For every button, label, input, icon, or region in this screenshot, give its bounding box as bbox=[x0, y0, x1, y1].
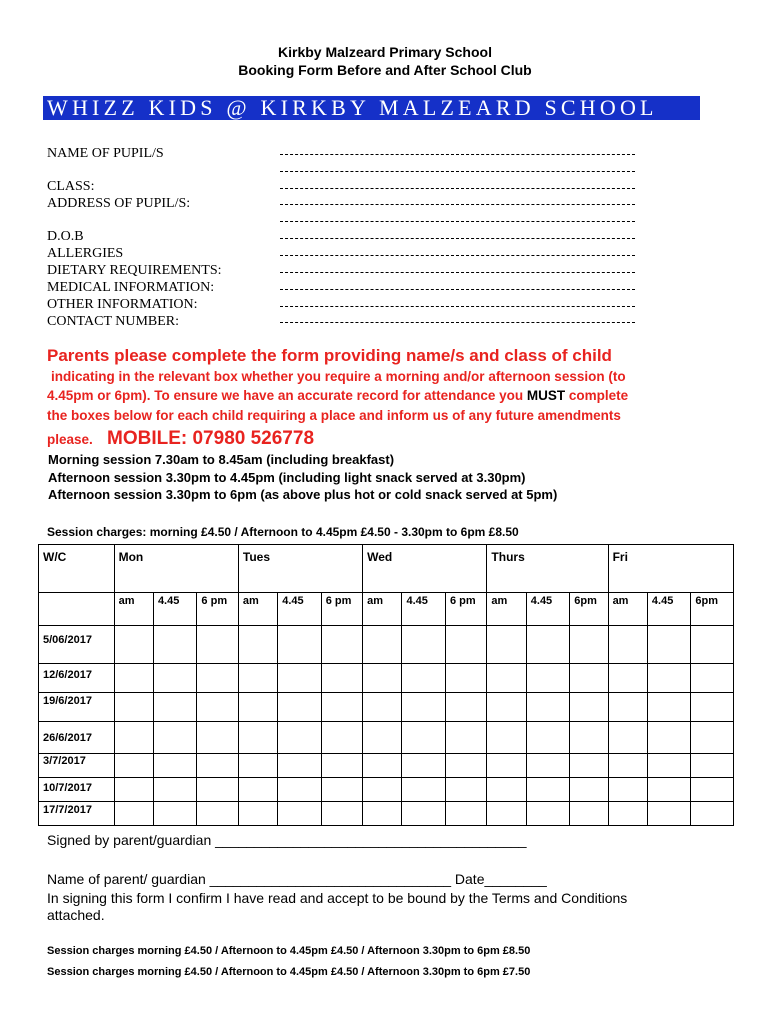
week-date: 5/06/2017 bbox=[39, 626, 115, 664]
table-row bbox=[39, 626, 734, 664]
instructions-line-2 bbox=[47, 388, 628, 403]
booking-cell[interactable] bbox=[114, 802, 153, 826]
consent-statement: In signing this form I confirm I have read and accept to be bound by the Terms and Conditions bbox=[47, 890, 628, 906]
booking-cell[interactable] bbox=[487, 693, 526, 722]
booking-cell[interactable] bbox=[608, 626, 647, 664]
school-name: Kirkby Malzeard Primary School bbox=[278, 44, 492, 60]
signed-by-line[interactable]: Signed by parent/guardian ________________________________________ bbox=[47, 832, 527, 848]
booking-cell[interactable] bbox=[526, 754, 569, 778]
session-charges-footer-2: Session charges morning £4.50 / Afternoon to 4.45pm £4.50 / Afternoon 3.30pm to 6pm £7.50 bbox=[47, 966, 531, 978]
fill-line[interactable] bbox=[280, 221, 635, 222]
week-date: 12/6/2017 bbox=[39, 664, 115, 693]
session-charges-footer-1: Session charges morning £4.50 / Afternoon to 4.45pm £4.50 / Afternoon 3.30pm to 6pm £8.50 bbox=[47, 945, 531, 957]
booking-cell[interactable] bbox=[321, 802, 362, 826]
field-label-address: ADDRESS OF PUPIL/S: bbox=[47, 196, 191, 211]
session-header: am bbox=[487, 593, 526, 626]
field-label-name: NAME OF PUPIL/S bbox=[47, 146, 164, 161]
instructions-line-1: indicating in the relevant box whether you require a morning and/or afternoon session (to bbox=[51, 369, 626, 384]
booking-cell[interactable] bbox=[608, 693, 647, 722]
booking-cell[interactable] bbox=[278, 802, 321, 826]
booking-cell[interactable] bbox=[153, 693, 196, 722]
session-header: 6 pm bbox=[197, 593, 238, 626]
booking-cell[interactable] bbox=[363, 626, 402, 664]
booking-cell[interactable] bbox=[402, 778, 445, 802]
session-header: 4.45 bbox=[402, 593, 445, 626]
booking-cell[interactable] bbox=[647, 754, 690, 778]
booking-cell[interactable] bbox=[487, 664, 526, 693]
booking-cell[interactable] bbox=[278, 664, 321, 693]
booking-cell[interactable] bbox=[153, 626, 196, 664]
session-header: am bbox=[238, 593, 277, 626]
day-header-mon: Mon bbox=[114, 545, 238, 593]
table-header-row bbox=[39, 545, 734, 593]
booking-cell[interactable] bbox=[487, 626, 526, 664]
day-header-thurs: Thurs bbox=[487, 545, 608, 593]
booking-cell[interactable] bbox=[114, 778, 153, 802]
instructions-please: please. bbox=[47, 432, 93, 447]
day-header-wed: Wed bbox=[363, 545, 487, 593]
booking-cell[interactable] bbox=[570, 693, 608, 722]
booking-cell[interactable] bbox=[114, 722, 153, 754]
fill-line[interactable] bbox=[280, 154, 635, 155]
field-label-other: OTHER INFORMATION: bbox=[47, 297, 198, 312]
week-date: 17/7/2017 bbox=[39, 802, 115, 826]
field-label-allergies: ALLERGIES bbox=[47, 246, 124, 261]
booking-cell[interactable] bbox=[608, 778, 647, 802]
booking-cell[interactable] bbox=[114, 626, 153, 664]
booking-cell[interactable] bbox=[114, 693, 153, 722]
fill-line[interactable] bbox=[280, 171, 635, 172]
booking-cell[interactable] bbox=[445, 722, 486, 754]
fill-line[interactable] bbox=[280, 306, 635, 307]
booking-cell[interactable] bbox=[570, 754, 608, 778]
session-header: am bbox=[363, 593, 402, 626]
booking-cell[interactable] bbox=[608, 754, 647, 778]
booking-cell[interactable] bbox=[526, 778, 569, 802]
session-header: am bbox=[608, 593, 647, 626]
booking-cell[interactable] bbox=[691, 664, 734, 693]
session-header: 4.45 bbox=[153, 593, 196, 626]
booking-cell[interactable] bbox=[197, 626, 238, 664]
field-label-dob: D.O.B bbox=[47, 229, 84, 244]
booking-cell[interactable] bbox=[197, 693, 238, 722]
booking-cell[interactable] bbox=[691, 778, 734, 802]
parent-name-date-line[interactable]: Name of parent/ guardian _______________________________ Date________ bbox=[47, 871, 547, 887]
booking-cell[interactable] bbox=[363, 722, 402, 754]
booking-cell[interactable] bbox=[608, 664, 647, 693]
booking-cell[interactable] bbox=[691, 802, 734, 826]
session-header: 6 pm bbox=[445, 593, 486, 626]
booking-cell[interactable] bbox=[691, 754, 734, 778]
booking-cell[interactable] bbox=[238, 754, 277, 778]
fill-line[interactable] bbox=[280, 238, 635, 239]
table-row bbox=[39, 754, 734, 778]
booking-cell[interactable] bbox=[153, 778, 196, 802]
week-date: 3/7/2017 bbox=[39, 754, 115, 778]
fill-line[interactable] bbox=[280, 272, 635, 273]
booking-cell[interactable] bbox=[321, 664, 362, 693]
booking-cell[interactable] bbox=[445, 778, 486, 802]
booking-cell[interactable] bbox=[445, 802, 486, 826]
booking-cell[interactable] bbox=[487, 722, 526, 754]
booking-cell[interactable] bbox=[570, 802, 608, 826]
club-banner bbox=[43, 96, 700, 120]
form-title: Booking Form Before and After School Club bbox=[238, 62, 532, 78]
booking-cell[interactable] bbox=[526, 693, 569, 722]
booking-cell[interactable] bbox=[321, 626, 362, 664]
day-header-tues: Tues bbox=[238, 545, 362, 593]
table-row bbox=[39, 778, 734, 802]
booking-table bbox=[38, 544, 734, 826]
booking-cell[interactable] bbox=[363, 778, 402, 802]
booking-cell[interactable] bbox=[487, 754, 526, 778]
booking-cell[interactable] bbox=[570, 626, 608, 664]
instructions-line-2-start: 4.45pm or 6pm). To ensure we have an accurate record for attendance you bbox=[47, 388, 527, 403]
session-header: 6pm bbox=[691, 593, 734, 626]
booking-cell[interactable] bbox=[238, 802, 277, 826]
booking-cell[interactable] bbox=[197, 754, 238, 778]
booking-cell[interactable] bbox=[526, 626, 569, 664]
booking-cell[interactable] bbox=[647, 722, 690, 754]
booking-cell[interactable] bbox=[570, 722, 608, 754]
booking-cell[interactable] bbox=[402, 626, 445, 664]
table-row bbox=[39, 802, 734, 826]
instructions-heading: Parents please complete the form providing name/s and class of child bbox=[47, 346, 612, 365]
booking-cell[interactable] bbox=[321, 722, 362, 754]
booking-cell[interactable] bbox=[647, 693, 690, 722]
week-date: 10/7/2017 bbox=[39, 778, 115, 802]
consent-statement-end: attached. bbox=[47, 907, 105, 923]
booking-cell[interactable] bbox=[647, 664, 690, 693]
fill-line[interactable] bbox=[280, 255, 635, 256]
booking-cell[interactable] bbox=[321, 754, 362, 778]
booking-cell[interactable] bbox=[278, 778, 321, 802]
booking-cell[interactable] bbox=[647, 802, 690, 826]
day-header-fri: Fri bbox=[608, 545, 733, 593]
session-header-row bbox=[39, 593, 734, 626]
booking-cell[interactable] bbox=[402, 693, 445, 722]
booking-cell[interactable] bbox=[570, 664, 608, 693]
booking-cell[interactable] bbox=[114, 754, 153, 778]
session-header: am bbox=[114, 593, 153, 626]
booking-cell[interactable] bbox=[238, 722, 277, 754]
table-row bbox=[39, 722, 734, 754]
session-charges: Session charges: morning £4.50 / Afternoon to 4.45pm £4.50 - 3.30pm to 6pm £8.50 bbox=[47, 525, 519, 539]
booking-cell[interactable] bbox=[238, 626, 277, 664]
booking-cell[interactable] bbox=[363, 802, 402, 826]
booking-cell[interactable] bbox=[691, 626, 734, 664]
booking-cell[interactable] bbox=[363, 754, 402, 778]
booking-cell[interactable] bbox=[363, 693, 402, 722]
booking-cell[interactable] bbox=[402, 664, 445, 693]
booking-cell[interactable] bbox=[445, 754, 486, 778]
booking-cell[interactable] bbox=[114, 664, 153, 693]
session-header: 4.45 bbox=[647, 593, 690, 626]
booking-cell[interactable] bbox=[238, 664, 277, 693]
afternoon-session-1: Afternoon session 3.30pm to 4.45pm (including light snack served at 3.30pm) bbox=[48, 470, 526, 485]
booking-cell[interactable] bbox=[691, 722, 734, 754]
booking-cell[interactable] bbox=[238, 778, 277, 802]
booking-cell[interactable] bbox=[278, 626, 321, 664]
booking-cell[interactable] bbox=[153, 664, 196, 693]
instructions-line-3: the boxes below for each child requiring a place and inform us of any future amendments bbox=[47, 408, 621, 423]
field-label-class: CLASS: bbox=[47, 179, 95, 194]
booking-cell[interactable] bbox=[402, 754, 445, 778]
booking-cell[interactable] bbox=[445, 626, 486, 664]
booking-cell[interactable] bbox=[363, 664, 402, 693]
booking-cell[interactable] bbox=[526, 722, 569, 754]
fill-line[interactable] bbox=[280, 204, 635, 205]
booking-cell[interactable] bbox=[197, 802, 238, 826]
banner-text: WHIZZ KIDS @ KIRKBY MALZEARD SCHOOL bbox=[47, 95, 658, 120]
booking-cell[interactable] bbox=[487, 778, 526, 802]
booking-cell[interactable] bbox=[197, 722, 238, 754]
week-date: 19/6/2017 bbox=[39, 693, 115, 722]
booking-cell[interactable] bbox=[153, 722, 196, 754]
booking-cell[interactable] bbox=[238, 693, 277, 722]
session-header: 4.45 bbox=[278, 593, 321, 626]
morning-session: Morning session 7.30am to 8.45am (including breakfast) bbox=[48, 452, 395, 467]
booking-cell[interactable] bbox=[647, 626, 690, 664]
booking-cell[interactable] bbox=[278, 693, 321, 722]
booking-cell[interactable] bbox=[608, 802, 647, 826]
field-label-dietary: DIETARY REQUIREMENTS: bbox=[47, 263, 222, 278]
fill-line[interactable] bbox=[280, 322, 635, 323]
booking-cell[interactable] bbox=[197, 664, 238, 693]
session-header: 4.45 bbox=[526, 593, 569, 626]
field-label-contact: CONTACT NUMBER: bbox=[47, 314, 180, 329]
booking-cell[interactable] bbox=[647, 778, 690, 802]
booking-cell[interactable] bbox=[321, 693, 362, 722]
fill-line[interactable] bbox=[280, 289, 635, 290]
blank-cell bbox=[39, 593, 115, 626]
booking-cell[interactable] bbox=[402, 802, 445, 826]
instructions-line-2-end: complete bbox=[565, 388, 629, 403]
table-row bbox=[39, 664, 734, 693]
booking-cell[interactable] bbox=[608, 722, 647, 754]
session-header: 6pm bbox=[570, 593, 608, 626]
booking-cell[interactable] bbox=[526, 802, 569, 826]
mobile-number: MOBILE: 07980 526778 bbox=[107, 428, 315, 449]
booking-cell[interactable] bbox=[445, 693, 486, 722]
table-row bbox=[39, 693, 734, 722]
booking-cell[interactable] bbox=[153, 754, 196, 778]
booking-cell[interactable] bbox=[570, 778, 608, 802]
field-label-medical: MEDICAL INFORMATION: bbox=[47, 280, 215, 295]
must-emphasis: MUST bbox=[526, 388, 566, 403]
booking-cell[interactable] bbox=[321, 778, 362, 802]
booking-cell[interactable] bbox=[278, 722, 321, 754]
wc-header: W/C bbox=[39, 545, 115, 593]
afternoon-session-2: Afternoon session 3.30pm to 6pm (as above plus hot or cold snack served at 5pm) bbox=[48, 487, 558, 502]
booking-cell[interactable] bbox=[445, 664, 486, 693]
booking-cell[interactable] bbox=[402, 722, 445, 754]
booking-cell[interactable] bbox=[197, 778, 238, 802]
booking-cell[interactable] bbox=[487, 802, 526, 826]
week-date: 26/6/2017 bbox=[39, 722, 115, 754]
booking-cell[interactable] bbox=[526, 664, 569, 693]
booking-cell[interactable] bbox=[278, 754, 321, 778]
session-header: 6 pm bbox=[321, 593, 362, 626]
booking-cell[interactable] bbox=[691, 693, 734, 722]
fill-line[interactable] bbox=[280, 188, 635, 189]
booking-cell[interactable] bbox=[153, 802, 196, 826]
